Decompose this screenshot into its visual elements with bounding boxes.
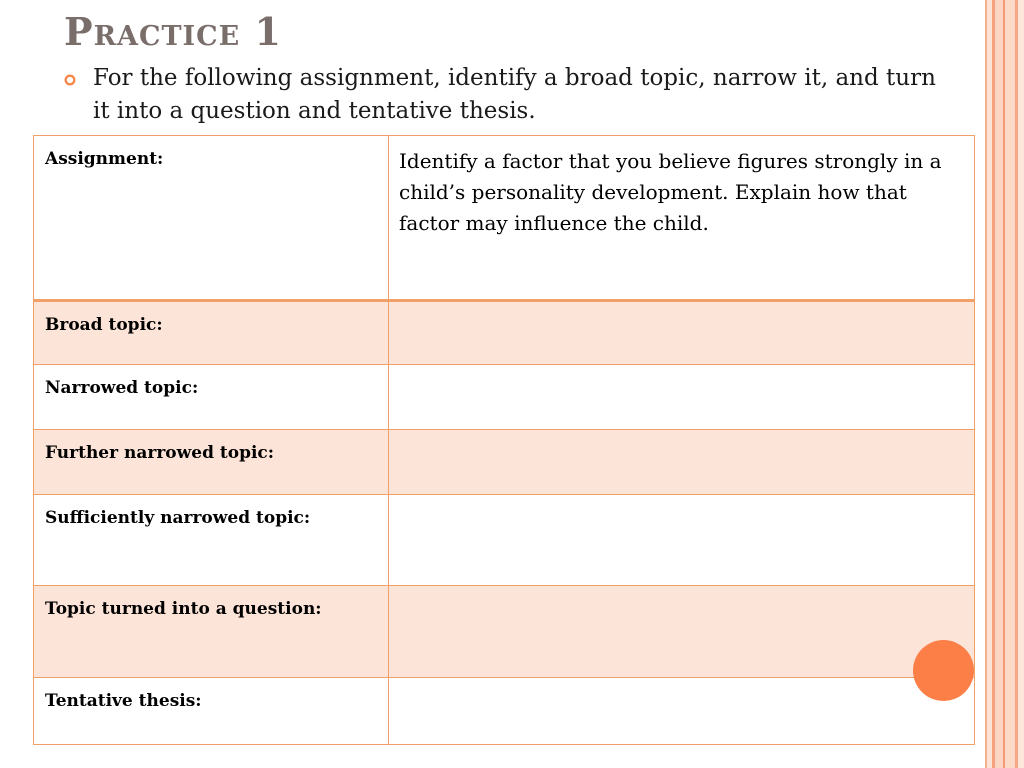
narrowed-topic-label: Narrowed topic: (34, 365, 389, 430)
narrowed-topic-cell[interactable] (389, 365, 975, 430)
topic-worksheet-table (33, 135, 975, 745)
tentative-thesis-cell[interactable] (389, 678, 975, 745)
side-stripe-4 (995, 0, 1003, 768)
assignment-text: Identify a factor that you believe figures strongly in a child’s personality development. Explain how that factor may influence the child. (389, 136, 975, 301)
question-label: Topic turned into a question: (34, 586, 389, 678)
question-cell[interactable] (389, 586, 975, 678)
circle-bullet-icon (64, 71, 76, 83)
further-narrowed-topic-cell[interactable] (389, 430, 975, 495)
side-stripe-6 (1005, 0, 1015, 768)
table-row (34, 678, 975, 745)
instruction-text: For the following assignment, identify a broad topic, narrow it, and turn it into a question and tentative thesis. (93, 65, 936, 124)
table-row (34, 586, 975, 678)
assignment-label: Assignment: (34, 136, 389, 301)
further-narrowed-topic-label: Further narrowed topic: (34, 430, 389, 495)
slide-title: Practice 1 (64, 9, 282, 54)
table-row (34, 365, 975, 430)
side-stripe-8 (1018, 0, 1024, 768)
table-row (34, 495, 975, 586)
tentative-thesis-label: Tentative thesis: (34, 678, 389, 745)
sufficiently-narrowed-topic-cell[interactable] (389, 495, 975, 586)
assignment-row (34, 136, 975, 301)
table-row (34, 430, 975, 495)
sufficiently-narrowed-topic-label: Sufficiently narrowed topic: (34, 495, 389, 586)
decorative-circle (913, 640, 974, 701)
broad-topic-cell[interactable] (389, 301, 975, 365)
broad-topic-label: Broad topic: (34, 301, 389, 365)
table-row (34, 301, 975, 365)
